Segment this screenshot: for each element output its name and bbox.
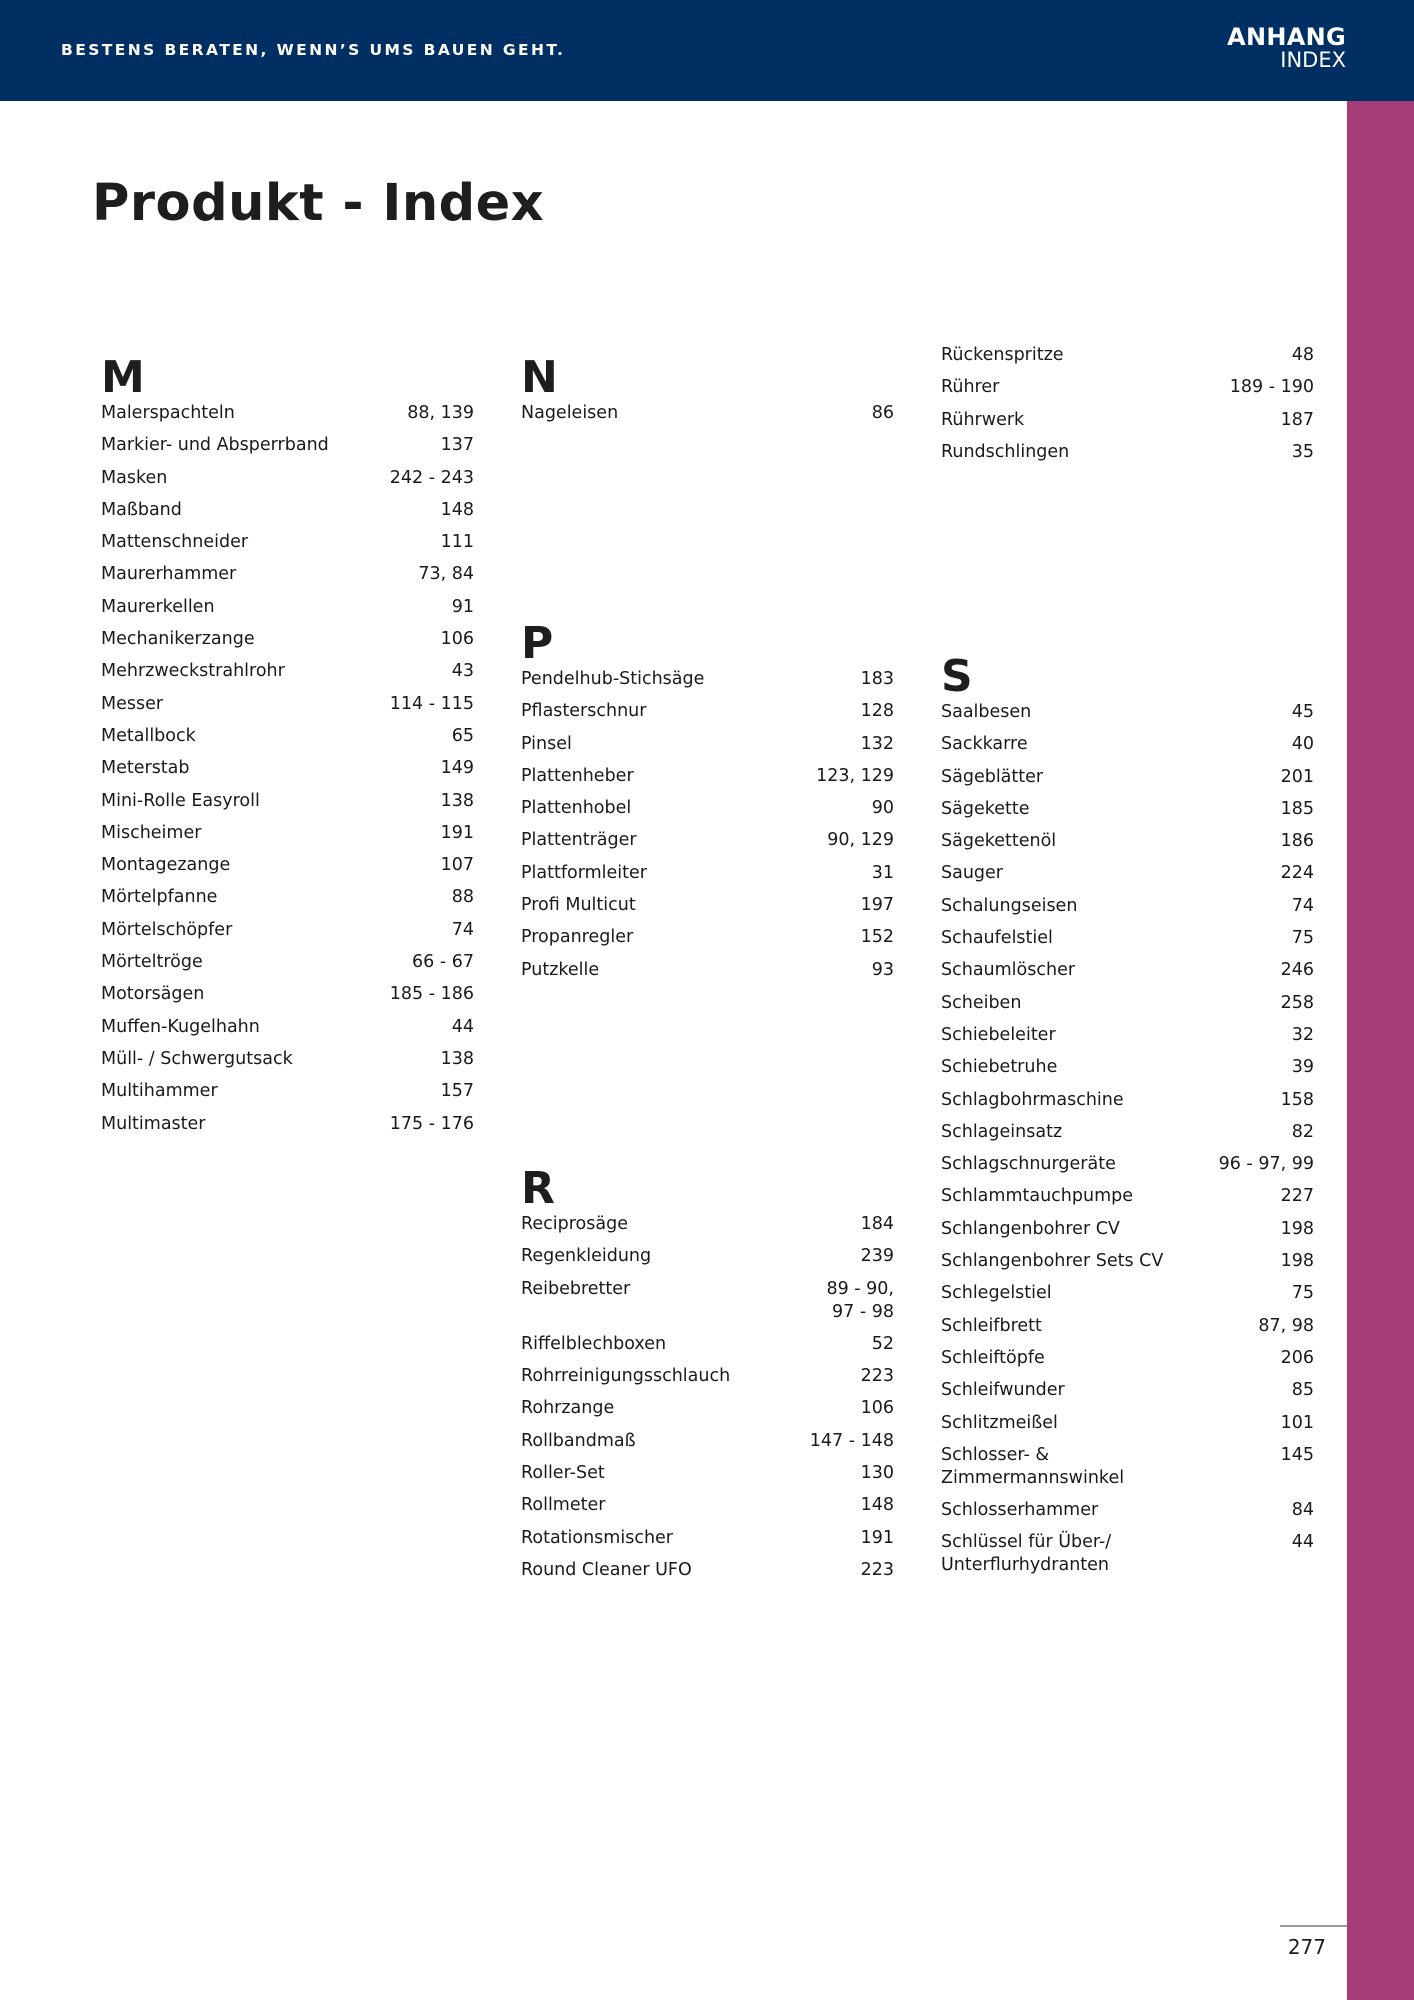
section-letter: S — [941, 651, 973, 702]
index-entry — [101, 596, 474, 628]
entry-name: Reibebretter — [521, 1278, 631, 1299]
entry-pages: 75 — [1291, 1283, 1314, 1304]
page-number: 277 — [1287, 1935, 1326, 1959]
entry-name: Plattenhobel — [521, 798, 632, 819]
entry-pages: 187 — [1280, 409, 1314, 430]
entry-name: Sackkarre — [941, 734, 1028, 755]
entry-pages: 185 - 186 — [389, 984, 474, 1005]
entry-name: Multihammer — [101, 1081, 218, 1102]
index-entry — [101, 919, 474, 951]
index-entry — [521, 700, 894, 732]
entry-name: Schleifwunder — [941, 1380, 1065, 1401]
entry-name: Schiebeleiter — [941, 1024, 1056, 1045]
entry-name: Rotationsmischer — [521, 1527, 674, 1548]
index-entry — [521, 1462, 894, 1494]
index-entry — [941, 862, 1314, 894]
index-entry — [941, 1531, 1314, 1586]
index-entry — [521, 959, 894, 991]
entry-pages: 35 — [1291, 441, 1314, 462]
index-entry — [521, 1245, 894, 1277]
entry-name: Müll- / Schwergutsack — [101, 1048, 293, 1069]
entry-pages: 90 — [871, 798, 894, 819]
page-number-rule — [1280, 1925, 1347, 1927]
index-entry — [521, 1365, 894, 1397]
entry-pages: 191 — [440, 822, 474, 843]
index-section — [521, 620, 894, 991]
entry-name: Roller-Set — [521, 1463, 605, 1484]
entry-pages: 39 — [1291, 1057, 1314, 1078]
entry-name: Mechanikerzange — [101, 629, 255, 650]
entry-pages: 82 — [1291, 1121, 1314, 1142]
entry-name: Schlagschnurgeräte — [941, 1154, 1116, 1175]
index-entry — [101, 1048, 474, 1080]
index-entry — [941, 959, 1314, 991]
entry-pages: 75 — [1291, 928, 1314, 949]
entry-pages: 74 — [1291, 895, 1314, 916]
index-entry — [521, 1559, 894, 1591]
entry-name: Pinsel — [521, 733, 572, 754]
entry-pages: 183 — [860, 669, 894, 689]
index-entry — [521, 894, 894, 926]
entry-name: Schlagbohrmaschine — [941, 1089, 1124, 1110]
index-entry — [941, 1499, 1314, 1531]
entry-pages: 246 — [1280, 960, 1314, 981]
entry-pages: 258 — [1280, 992, 1314, 1013]
entry-name: Rührer — [941, 377, 1000, 398]
entry-pages: 84 — [1291, 1500, 1314, 1521]
entry-name: Schaumlöscher — [941, 960, 1076, 981]
entry-name: Rohrzange — [521, 1398, 615, 1419]
entry-pages: 148 — [860, 1495, 894, 1516]
entry-pages: 206 — [1280, 1347, 1314, 1368]
index-entry — [941, 1056, 1314, 1088]
entry-pages: 186 — [1280, 831, 1314, 852]
entry-pages: 128 — [860, 701, 894, 722]
index-entry — [101, 434, 474, 466]
entry-name: Schleifbrett — [941, 1315, 1042, 1336]
index-entry — [101, 467, 474, 499]
index-entry — [101, 983, 474, 1015]
entry-name: Mörteltröge — [101, 952, 203, 973]
entry-name: Round Cleaner UFO — [521, 1559, 692, 1580]
entry-name: Markier- und Absperrband — [101, 435, 329, 456]
entry-name: Maßband — [101, 499, 182, 520]
index-entry — [941, 1121, 1314, 1153]
entry-pages: 66 - 67 — [412, 952, 474, 973]
section-title: ANHANG — [1227, 23, 1346, 51]
entry-pages: 91 — [451, 596, 474, 617]
index-entry — [941, 1250, 1314, 1282]
entry-name: Schlageinsatz — [941, 1121, 1063, 1142]
index-entry — [941, 344, 1314, 376]
index-entry — [521, 733, 894, 765]
index-entry — [101, 499, 474, 531]
index-section — [521, 354, 894, 434]
index-entry — [521, 1527, 894, 1559]
index-entry — [521, 1397, 894, 1429]
entry-pages: 90, 129 — [827, 830, 894, 851]
entry-name: Schlangenbohrer Sets CV — [941, 1251, 1164, 1272]
entry-name: Schleiftöpfe — [941, 1347, 1045, 1368]
entry-pages: 93 — [871, 959, 894, 980]
entry-pages: 227 — [1280, 1186, 1314, 1207]
section-letter: N — [521, 352, 558, 403]
index-entry — [101, 886, 474, 918]
entry-pages: 189 - 190 — [1229, 377, 1314, 398]
entry-pages: 145 — [1280, 1444, 1314, 1465]
entry-pages: 148 — [440, 499, 474, 520]
entry-name: Sägekettenöl — [941, 831, 1057, 852]
entry-name: Regenkleidung — [521, 1246, 652, 1267]
index-entry — [941, 409, 1314, 441]
entry-name: Sägekette — [941, 798, 1030, 819]
entry-name: Sauger — [941, 863, 1003, 884]
index-entry — [941, 1089, 1314, 1121]
index-entry — [521, 862, 894, 894]
entry-name: Rückenspritze — [941, 345, 1064, 365]
index-entry — [521, 1430, 894, 1462]
entry-name: Reciprosäge — [521, 1214, 628, 1234]
index-entry — [941, 1444, 1314, 1499]
index-entry — [941, 1218, 1314, 1250]
entry-pages: 89 - 90, 97 - 98 — [826, 1278, 894, 1322]
index-entry — [101, 660, 474, 692]
entry-name: Propanregler — [521, 927, 634, 948]
index-entry — [521, 797, 894, 829]
entry-name: Profi Multicut — [521, 895, 636, 916]
entry-pages: 158 — [1280, 1089, 1314, 1110]
header-bar — [0, 0, 1414, 101]
entry-pages: 85 — [1291, 1380, 1314, 1401]
entry-name: Rollmeter — [521, 1495, 606, 1516]
index-entry — [941, 798, 1314, 830]
subsection-title: INDEX — [1280, 48, 1346, 72]
entry-pages: 101 — [1280, 1412, 1314, 1433]
entry-name: Masken — [101, 467, 168, 488]
section-letter: M — [101, 352, 145, 403]
index-entry — [101, 1016, 474, 1048]
entry-name: Maurerhammer — [101, 564, 237, 585]
entry-name: Sägeblätter — [941, 766, 1044, 787]
index-entry — [941, 376, 1314, 408]
index-entry — [941, 1412, 1314, 1444]
index-entry — [941, 766, 1314, 798]
entry-name: Mattenschneider — [101, 532, 249, 553]
entry-pages: 175 - 176 — [389, 1113, 474, 1134]
entry-name: Rollbandmaß — [521, 1430, 636, 1451]
index-entry — [941, 992, 1314, 1024]
entry-name: Saalbesen — [941, 702, 1032, 722]
entry-pages: 111 — [440, 532, 474, 553]
entry-name: Scheiben — [941, 992, 1022, 1013]
entry-pages: 149 — [440, 758, 474, 779]
entry-pages: 107 — [440, 855, 474, 876]
index-entry — [941, 927, 1314, 959]
index-entry — [521, 1333, 894, 1365]
entry-pages: 138 — [440, 1048, 474, 1069]
tagline: BESTENS BERATEN, WENN’S UMS BAUEN GEHT. — [61, 41, 566, 59]
entry-pages: 87, 98 — [1258, 1315, 1314, 1336]
index-entry — [941, 733, 1314, 765]
index-entry — [101, 402, 474, 434]
index-entry — [941, 701, 1314, 733]
entry-name: Multimaster — [101, 1113, 206, 1134]
index-entry — [521, 1213, 894, 1245]
entry-pages: 31 — [871, 862, 894, 883]
entry-pages: 198 — [1280, 1251, 1314, 1272]
entry-name: Rundschlingen — [941, 441, 1070, 462]
entry-pages: 147 - 148 — [809, 1430, 894, 1451]
entry-pages: 88 — [451, 887, 474, 908]
entry-name: Schlüssel für Über-/ Unterflurhydranten — [941, 1532, 1112, 1576]
entry-name: Nageleisen — [521, 403, 619, 423]
entry-pages: 86 — [871, 403, 894, 423]
entry-pages: 48 — [1291, 345, 1314, 365]
index-entry — [521, 402, 894, 434]
entry-name: Motorsägen — [101, 984, 205, 1005]
entry-name: Muffen-Kugelhahn — [101, 1016, 260, 1037]
index-entry — [101, 1080, 474, 1112]
index-entry — [941, 1347, 1314, 1379]
entry-pages: 198 — [1280, 1218, 1314, 1239]
index-section — [941, 344, 1314, 473]
index-entry — [101, 725, 474, 757]
section-letter: R — [521, 1163, 555, 1214]
sidebar-accent — [1347, 101, 1414, 2000]
section-label — [1227, 23, 1346, 72]
index-entry — [101, 531, 474, 563]
entry-pages: 130 — [860, 1463, 894, 1484]
index-entry — [941, 1379, 1314, 1411]
entry-name: Schlangenbohrer CV — [941, 1218, 1120, 1239]
entry-pages: 44 — [1291, 1532, 1314, 1553]
entry-name: Schaufelstiel — [941, 928, 1053, 949]
index-entry — [101, 790, 474, 822]
entry-pages: 114 - 115 — [389, 693, 474, 714]
page-title: Produkt - Index — [92, 174, 545, 233]
index-entry — [101, 693, 474, 725]
entry-pages: 239 — [860, 1246, 894, 1267]
entry-pages: 40 — [1291, 734, 1314, 755]
entry-name: Mini-Rolle Easyroll — [101, 790, 260, 811]
entry-pages: 224 — [1280, 863, 1314, 884]
entry-pages: 185 — [1280, 798, 1314, 819]
index-section — [101, 354, 474, 1145]
index-section — [521, 1165, 894, 1591]
entry-pages: 45 — [1291, 702, 1314, 722]
entry-pages: 73, 84 — [418, 564, 474, 585]
entry-name: Schiebetruhe — [941, 1057, 1058, 1078]
index-entry — [521, 765, 894, 797]
entry-name: Rührwerk — [941, 409, 1025, 430]
entry-name: Rohrreinigungsschlauch — [521, 1366, 731, 1387]
index-entry — [941, 830, 1314, 862]
entry-name: Malerspachteln — [101, 403, 235, 423]
entry-name: Plattformleiter — [521, 862, 647, 883]
entry-pages: 132 — [860, 733, 894, 754]
index-entry — [941, 441, 1314, 473]
entry-pages: 123, 129 — [816, 765, 894, 786]
index-entry — [941, 895, 1314, 927]
index-entry — [101, 628, 474, 660]
entry-name: Mehrzweckstrahlrohr — [101, 661, 285, 682]
entry-pages: 191 — [860, 1527, 894, 1548]
entry-pages: 106 — [440, 629, 474, 650]
index-entry — [101, 1113, 474, 1145]
entry-name: Schalungseisen — [941, 895, 1078, 916]
entry-name: Messer — [101, 693, 164, 714]
entry-pages: 197 — [860, 895, 894, 916]
entry-name: Schlosserhammer — [941, 1500, 1099, 1521]
index-entry — [941, 1315, 1314, 1347]
index-entry — [941, 1153, 1314, 1185]
entry-pages: 96 - 97, 99 — [1218, 1154, 1314, 1175]
entry-pages: 157 — [440, 1081, 474, 1102]
index-entry — [101, 757, 474, 789]
entry-pages: 106 — [860, 1398, 894, 1419]
index-entry — [521, 926, 894, 958]
index-entry — [101, 854, 474, 886]
entry-pages: 65 — [451, 725, 474, 746]
entry-name: Maurerkellen — [101, 596, 215, 617]
entry-pages: 137 — [440, 435, 474, 456]
index-entry — [941, 1024, 1314, 1056]
entry-name: Mörtelschöpfer — [101, 919, 233, 940]
entry-pages: 43 — [451, 661, 474, 682]
entry-name: Pflasterschnur — [521, 701, 647, 722]
index-entry — [101, 563, 474, 595]
entry-name: Schlitzmeißel — [941, 1412, 1058, 1433]
index-section — [941, 653, 1314, 1587]
entry-pages: 152 — [860, 927, 894, 948]
entry-pages: 184 — [860, 1214, 894, 1234]
index-entry — [521, 829, 894, 861]
entry-pages: 74 — [451, 919, 474, 940]
entry-pages: 88, 139 — [407, 403, 474, 423]
entry-pages: 138 — [440, 790, 474, 811]
entry-name: Metallbock — [101, 725, 196, 746]
entry-name: Putzkelle — [521, 959, 600, 980]
index-entry — [101, 951, 474, 983]
index-entry — [521, 668, 894, 700]
entry-pages: 242 - 243 — [389, 467, 474, 488]
entry-pages: 32 — [1291, 1024, 1314, 1045]
index-entry — [941, 1185, 1314, 1217]
entry-name: Schlegelstiel — [941, 1283, 1052, 1304]
entry-pages: 223 — [860, 1366, 894, 1387]
entry-pages: 223 — [860, 1559, 894, 1580]
entry-pages: 44 — [451, 1016, 474, 1037]
entry-name: Schlosser- & Zimmermannswinkel — [941, 1444, 1125, 1488]
entry-name: Riffelblechboxen — [521, 1333, 667, 1354]
index-entry — [521, 1278, 894, 1333]
entry-name: Mischeimer — [101, 822, 202, 843]
entry-name: Mörtelpfanne — [101, 887, 218, 908]
entry-name: Schlammtauchpumpe — [941, 1186, 1134, 1207]
entry-name: Plattenheber — [521, 765, 634, 786]
entry-pages: 52 — [871, 1333, 894, 1354]
entry-name: Meterstab — [101, 758, 190, 779]
index-entry — [941, 1282, 1314, 1314]
entry-name: Pendelhub-Stichsäge — [521, 669, 705, 689]
entry-name: Plattenträger — [521, 830, 637, 851]
entry-pages: 201 — [1280, 766, 1314, 787]
section-letter: P — [521, 618, 554, 669]
index-entry — [521, 1494, 894, 1526]
entry-name: Montagezange — [101, 855, 231, 876]
index-entry — [101, 822, 474, 854]
